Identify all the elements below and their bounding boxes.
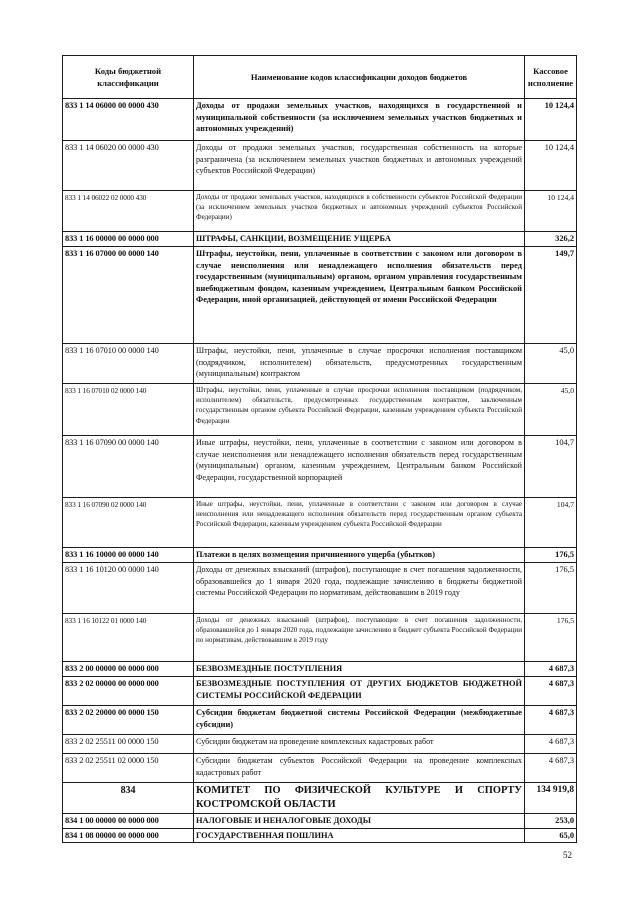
row-amount: 10 124,4	[525, 99, 577, 141]
row-name: ШТРАФЫ, САНКЦИИ, ВОЗМЕЩЕНИЕ УЩЕРБА	[194, 232, 525, 247]
row-code: 834 1 08 00000 00 0000 000	[63, 828, 194, 843]
row-amount: 10 124,4	[525, 191, 577, 232]
row-code: 833 1 16 07010 00 0000 140	[63, 344, 194, 384]
row-name: Иные штрафы, неустойки, пени, уплаченные в соответствии с законом или договором в случае неисполнения или ненадлежащего исполнения обязательств перед государственным (муниципальным) органом, казенным учреждением, Центральным банком Российской Федерации, государственной корпорацией	[194, 436, 525, 498]
row-name: Штрафы, неустойки, пени, уплаченные в случае просрочки исполнения поставщиком (подрядчиком, исполнителем) обязательств, предусмотренных государственным контрактом, заключенным государственным органом субъекта Российской Федерации, казенным учреждением субъекта Российской Федерации	[194, 384, 525, 436]
row-code: 833 2 02 00000 00 0000 000	[63, 677, 194, 706]
row-name: ГОСУДАРСТВЕННАЯ ПОШЛИНА	[194, 828, 525, 843]
row-code: 833 1 16 10000 00 0000 140	[63, 548, 194, 563]
table-row	[63, 614, 577, 662]
table-row	[63, 344, 577, 384]
row-code: 833 2 02 25511 02 0000 150	[63, 754, 194, 783]
row-code: 833 1 16 00000 00 0000 000	[63, 232, 194, 247]
row-name: Штрафы, неустойки, пени, уплаченные в соответствии с законом или договором в случае неисполнения или ненадлежащего исполнения обязательств перед государственным (муниципальным) органом, органом управления государственным внебюджетным фондом, казенным учреждением, Центральным банком Российской Федерации, иной организацией, действующей от имени Российской Федерации	[194, 247, 525, 344]
table-row	[63, 384, 577, 436]
table-row	[63, 783, 577, 814]
row-name: БЕЗВОЗМЕЗДНЫЕ ПОСТУПЛЕНИЯ	[194, 662, 525, 677]
row-code: 833 2 02 20000 00 0000 150	[63, 706, 194, 735]
table-row	[63, 677, 577, 706]
row-name: Платежи в целях возмещения причиненного ущерба (убытков)	[194, 548, 525, 563]
table-row	[63, 141, 577, 191]
table-row	[63, 563, 577, 614]
table-row	[63, 436, 577, 498]
row-code: 833 1 14 06022 02 0000 430	[63, 191, 194, 232]
row-name: Доходы от денежных взысканий (штрафов), поступающие в счет погашения задолженности, образовавшейся до 1 января 2020 года, подлежащие зачислению в бюджеты бюджетной системы Российской Федерации по нормативам, действовавшим в 2019 году	[194, 563, 525, 614]
table-row	[63, 247, 577, 344]
row-amount: 65,0	[525, 828, 577, 843]
table-row	[63, 191, 577, 232]
row-name: Субсидии бюджетам на проведение комплексных кадастровых работ	[194, 735, 525, 754]
row-amount: 134 919,8	[525, 783, 577, 814]
table-row	[63, 814, 577, 829]
row-code: 834 1 00 00000 00 0000 000	[63, 814, 194, 829]
table-row	[63, 498, 577, 548]
row-amount: 149,7	[525, 247, 577, 344]
row-code: 833 1 16 07010 02 0000 140	[63, 384, 194, 436]
row-amount: 176,5	[525, 548, 577, 563]
row-amount: 176,5	[525, 614, 577, 662]
row-amount: 253,0	[525, 814, 577, 829]
row-code: 833 1 16 10120 00 0000 140	[63, 563, 194, 614]
row-name: Доходы от продажи земельных участков, государственная собственность на которые разграничена (за исключением земельных участков бюджетных и автономных учреждений субъектов Российской Федерации)	[194, 141, 525, 191]
row-amount: 104,7	[525, 498, 577, 548]
row-name: Субсидии бюджетам бюджетной системы Российской Федерации (межбюджетные субсидии)	[194, 706, 525, 735]
row-amount: 45,0	[525, 344, 577, 384]
table-row	[63, 735, 577, 754]
row-amount: 4 687,3	[525, 662, 577, 677]
row-amount: 4 687,3	[525, 735, 577, 754]
row-name: Доходы от продажи земельных участков, находящихся в собственности субъектов Российской Федерации (за исключением земельных участков бюджетных и автономных учреждений субъектов Российской Федерации)	[194, 191, 525, 232]
header-amount: Кассовое исполнение	[525, 56, 577, 99]
row-amount: 10 124,4	[525, 141, 577, 191]
row-code: 833 1 16 07090 00 0000 140	[63, 436, 194, 498]
table-row	[63, 548, 577, 563]
table-row	[63, 662, 577, 677]
row-code: 833 1 16 07000 00 0000 140	[63, 247, 194, 344]
row-name: КОМИТЕТ ПО ФИЗИЧЕСКОЙ КУЛЬТУРЕ И СПОРТУ КОСТРОМСКОЙ ОБЛАСТИ	[194, 783, 525, 814]
row-name: Доходы от продажи земельных участков, находящихся в государственной и муниципальной собственности (за исключением земельных участков бюджетных и автономных учреждений)	[194, 99, 525, 141]
row-name: НАЛОГОВЫЕ И НЕНАЛОГОВЫЕ ДОХОДЫ	[194, 814, 525, 829]
row-code: 833 1 16 07090 02 0000 140	[63, 498, 194, 548]
row-code: 833 2 00 00000 00 0000 000	[63, 662, 194, 677]
table-header-row	[63, 56, 577, 99]
header-name: Наименование кодов классификации доходов бюджетов	[194, 56, 525, 99]
row-code: 834	[63, 783, 194, 814]
table-row	[63, 754, 577, 783]
table-row	[63, 99, 577, 141]
row-amount: 4 687,3	[525, 677, 577, 706]
row-code: 833 2 02 25511 00 0000 150	[63, 735, 194, 754]
header-code: Коды бюджетной классификации	[63, 56, 194, 99]
row-name: Доходы от денежных взысканий (штрафов), поступающие в счет погашения задолженности, образовавшейся до 1 января 2020 года, подлежащие зачислению в бюджет субъекта Российской Федерации по нормативам, действовавшим в 2019 году	[194, 614, 525, 662]
row-amount: 4 687,3	[525, 706, 577, 735]
row-amount: 176,5	[525, 563, 577, 614]
row-code: 833 1 14 06020 00 0000 430	[63, 141, 194, 191]
row-amount: 104,7	[525, 436, 577, 498]
row-amount: 45,0	[525, 384, 577, 436]
row-name: Штрафы, неустойки, пени, уплаченные в случае просрочки исполнения поставщиком (подрядчиком, исполнителем) обязательств, предусмотренных государственным (муниципальным) контрактом	[194, 344, 525, 384]
row-code: 833 1 14 06000 00 0000 430	[63, 99, 194, 141]
row-name: Субсидии бюджетам субъектов Российской Федерации на проведение комплексных кадастровых работ	[194, 754, 525, 783]
row-name: Иные штрафы, неустойки, пени, уплаченные в соответствии с законом или договором в случае неисполнения или ненадлежащего исполнения обязательств перед государственным органом субъекта Российской Федерации, казенным учреждением субъекта Российской Федерации	[194, 498, 525, 548]
row-amount: 4 687,3	[525, 754, 577, 783]
table-row	[63, 828, 577, 843]
row-code: 833 1 16 10122 01 0000 140	[63, 614, 194, 662]
table-row	[63, 232, 577, 247]
row-amount: 326,2	[525, 232, 577, 247]
table-row	[63, 706, 577, 735]
row-name: БЕЗВОЗМЕЗДНЫЕ ПОСТУПЛЕНИЯ ОТ ДРУГИХ БЮДЖЕТОВ БЮДЖЕТНОЙ СИСТЕМЫ РОССИЙСКОЙ ФЕДЕРАЦИИ	[194, 677, 525, 706]
page-number: 52	[563, 850, 572, 860]
budget-revenue-table	[62, 55, 577, 843]
